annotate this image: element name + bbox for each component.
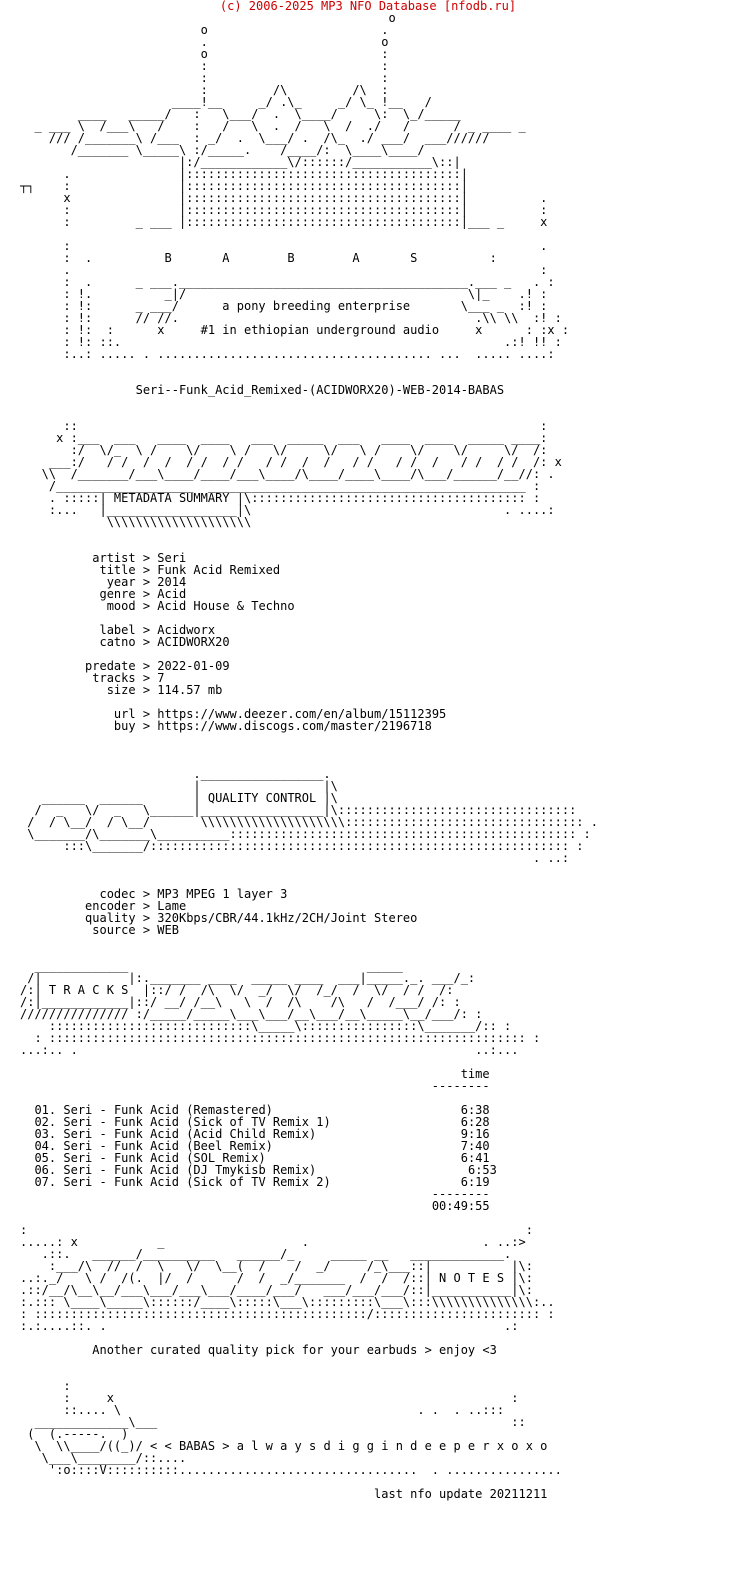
meta-predate: predate > 2022-01-09 [85,659,230,673]
art-line: /// /_______\ /___ : _/ . \___/ . /\_ ./ ___/ ___////// [20,131,490,145]
spacer [20,396,598,408]
art-line: x :___ ___ ____ ____ ___ _____ ___ ____ ____ _____ ____: [20,431,548,445]
art-line: : _ ___ |::::::::::::::::::::::::::::::::::::::|___ _ x [20,215,548,229]
art-line: : !: ::. .:! !! : [20,335,562,349]
art-line: . |::::::::::::::::::::::::::::::::::::::| [20,167,468,181]
qc-codec: codec > MP3 MPEG 1 layer 3 [99,887,288,901]
spacer [20,936,598,948]
genre-value: Acid [157,587,187,601]
art-line: _ ___ \ /___\ / : / \ . / \ / ./ / / _ ____ _ [20,119,526,133]
release-name: Seri--Funk_Acid_Remixed-(ACIDWORX20)-WEB-2014-BABAS [135,383,505,397]
art-line: _____________ _____ [20,959,403,973]
spacer [20,1356,598,1368]
catno-value: ACIDWORX20 [157,635,230,649]
art-line: /:| T R A C K S |::/ / /\ \/ _/ \/ /_/ / \/ / / /: [20,983,454,997]
art-line: :..: ..... . ...................................... ... ..... ....: [20,347,555,361]
art-line: _____________\___ :: [20,1415,526,1429]
track-time: 6:19 [460,1175,490,1189]
track-title: Seri - Funk Acid (Acid Child Remix) [63,1127,317,1141]
art-line: /| |:._______ ____ _____ ____ ___|_____._. ___/_: [20,971,476,985]
copyright-notice: (c) 2006-2025 MP3 NFO Database [nfodb.ru] [219,0,517,13]
mood-value: Acid House & Techno [157,599,295,613]
tracks-label: tracks [92,671,136,685]
year-value: 2014 [157,575,187,589]
meta-genre: genre > Acid [99,587,187,601]
art-line: : . [20,239,548,253]
spacer [20,1368,598,1380]
art-line: /___________________ ____________________________________________ : [20,479,541,493]
footer-update: last nfo update 20211211 [374,1487,548,1501]
meta-tracks: tracks > 7 [92,671,165,685]
track-number: 01. [34,1103,57,1117]
art-line: ____ _____/ : \___/ . \____/ \: \_/_____ [20,107,461,121]
footer-update-line [20,1488,598,1500]
codec-value: MP3 MPEG 1 layer 3 [157,887,288,901]
art-line: : ::::::::::::::::::::::::::::::::::::::::::::::/::::::::::::::::::::::: : [20,1307,555,1321]
art-line: ___:/ / / / / / / / / / / / / / / / / / / / / / /: x [20,455,562,469]
art-line: o : [20,47,389,61]
source-label: source [92,923,136,937]
size-label: size [106,683,136,697]
quality-value: 320Kbps/CBR/44.1kHz/2CH/Joint Stereo [157,911,418,925]
spacer [20,528,598,540]
qc-quality: quality > 320Kbps/CBR/44.1kHz/2CH/Joint Stereo [85,911,418,925]
art-line: : /\ /\ : [20,83,389,97]
meta-size: size > 114.57 mb [106,683,223,697]
art-line: . ..: [20,851,570,865]
art-line: : !: _ ___/ a pony breeding enterprise \___ _ :! : [20,299,548,313]
art-line: o [20,11,396,25]
meta-label: label > Acidworx [99,623,216,637]
art-line: : :::::::::::::::::::::::::::::::::::::::::::::::::::::::::::::::::: : [20,1031,541,1045]
qc-source: source > WEB [92,923,179,937]
art-line: :/ \/_ \ / \/ \ / \/ \/ \ / \/ \/ \/ /: [20,443,548,457]
art-line: . :::::| METADATA SUMMARY |\:::::::::::::::::::::::::::::::::::::: : [20,491,541,505]
group-rank: #1 in ethiopian underground audio [200,323,440,337]
track-time: 6:38 [460,1103,490,1117]
art-line: :.:....::. . .: [20,1319,519,1333]
art-line: : !: : x #1 in ethiopian underground audio x : :x : [20,323,570,337]
notes-header: N O T E S [439,1271,505,1285]
quality-label: quality [85,911,136,925]
footer-slogan: < BABAS > a l w a y s d i g g i n d e e p e r x o x o [164,1439,548,1453]
meta-catno: catno > ACIDWORX20 [99,635,230,649]
track-time: 6:53 [467,1163,497,1177]
art-line: /:|____________|::/ __/ /__\ \ / /\ /\ / /___/ /: : [20,995,461,1009]
track-title: Seri - Funk Acid (Sick of TV Remix 2) [63,1175,331,1189]
meta-url: url > https://www.deezer.com/en/album/15112395 [113,707,447,721]
art-line: .::/__/\__\__/___\___/___\___/____/___/ ___/___/___/::|___________|\: [20,1283,533,1297]
url-label: url [113,707,136,721]
art-line: / _ \/ _ \______|_________________|\::::::::::::::::::::::::::::::::: [20,803,577,817]
track-title: Seri - Funk Acid (SOL Remix) [63,1151,266,1165]
track-number: 02. [34,1115,57,1129]
art-line: ::::::::::::::::::::::::::::\_____\::::::::::::::::\_______/:: : [20,1019,512,1033]
spacer [20,360,598,372]
meta-mood: mood > Acid House & Techno [106,599,295,613]
year-label: year [106,575,136,589]
title-label: title [99,563,136,577]
track-number: 07. [34,1175,57,1189]
art-line: /_______ \_____\ :/_____. /____/: \____\____/ [20,143,425,157]
art-line: : |::::::::::::::::::::::::::::::::::::::| : [20,203,548,217]
tracks-total-row [20,1200,598,1212]
art-line: .::. ______/__________ ______/_ _____ __ _____________. [20,1247,512,1261]
track-number: 06. [34,1163,57,1177]
genre-label: genre [99,587,136,601]
art-line: : : [20,1223,533,1237]
art-line: ::.... \ . . . ..::: [20,1403,505,1417]
artist-value: Seri [157,551,187,565]
nfo-document [20,12,598,1500]
artist-label: artist [92,551,136,565]
art-line: : : [20,59,389,73]
track-title: Seri - Funk Acid (Remastered) [63,1103,273,1117]
meta-title: title > Funk Acid Remixed [99,563,281,577]
art-line: / / \__/ / \__/ \\\\\\\\\\\\\\\\\\\\::::::::::::::::::::::::::::::::: . [20,815,598,829]
buy-label: buy [113,719,136,733]
art-line: x |::::::::::::::::::::::::::::::::::::::| . [20,191,548,205]
release-line [20,384,598,396]
predate-value: 2022-01-09 [157,659,230,673]
art-line: : [20,1379,71,1393]
art-line: o . [20,23,389,37]
group-letters: B A B A S [164,251,418,265]
art-line: :... |__________________|\ . ....: [20,503,555,517]
art-line: : !. _|/ \|_ .! : [20,287,548,301]
art-line: :___/\ // / \ \/ \__( / / _/ /_\___::| |\: [20,1259,533,1273]
encoder-value: Lame [157,899,187,913]
art-line: :: : [20,419,548,433]
mood-label: mood [106,599,136,613]
size-value: 114.57 mb [157,683,223,697]
notes-line [20,1344,598,1356]
tracks-header: T R A C K S [48,983,129,997]
art-line: ____!__ _/ .\_ _/ \_ !__ / [20,95,432,109]
art-line: : . _ ___.________________________________________.___ _ . : [20,275,555,289]
group-tagline: a pony breeding enterprise [222,299,411,313]
track-number: 05. [34,1151,57,1165]
meta-artist: artist > Seri [92,551,187,565]
tracks-value: 7 [157,671,165,685]
label-value: Acidworx [157,623,216,637]
art-line: \_______/\_______\__________:::::::::::::::::::::::::::::::::::::::::::::::: : [20,827,591,841]
art-line: ( (.-----. ) [20,1427,129,1441]
meta-buy: buy > https://www.discogs.com/master/2196718 [113,719,432,733]
tracks-total: 00:49:55 [431,1199,490,1213]
time-header: time [460,1067,490,1081]
track-time: 9:16 [460,1127,490,1141]
metadata-header: METADATA SUMMARY [113,491,230,505]
track-title: Seri - Funk Acid (DJ Tmykisb Remix) [63,1163,317,1177]
spacer [20,744,598,756]
art-line: ┬┐ : |::::::::::::::::::::::::::::::::::::::| [20,179,468,193]
buy-value[interactable]: https://www.discogs.com/master/2196718 [157,719,432,733]
art-line: | |\ [20,779,338,793]
track-title: Seri - Funk Acid (Beel Remix) [63,1139,273,1153]
tracks-divider: -------- [20,1079,490,1093]
art-line: ______ ______ | QUALITY CONTROL |\ [20,791,338,805]
predate-label: predate [85,659,136,673]
title-value: Funk Acid Remixed [157,563,281,577]
art-line: : x : [20,1391,519,1405]
art-line: . : [20,263,548,277]
qc-header: QUALITY CONTROL [207,791,317,805]
track-time: 7:40 [460,1139,490,1153]
track-title: Seri - Funk Acid (Sick of TV Remix 1) [63,1115,331,1129]
label-label: label [99,623,136,637]
footer-slogan-line: \ \\____/((_)/ < < BABAS > a l w a y s d i g g i n d e e p e r x o x o [20,1439,548,1453]
notes-text: Another curated quality pick for your earbuds > enjoy <3 [92,1343,497,1357]
art-line: \___\________/::.... [20,1451,187,1465]
art-line: .....: x _ . . ..:> [20,1235,526,1249]
art-line: ._________________. [20,767,331,781]
track-time: 6:41 [460,1151,490,1165]
source-value: WEB [157,923,179,937]
art-line: : : [20,71,389,85]
art-line: \\\\\\\\\\\\\\\\\\\\ [20,515,252,529]
art-line: . o [20,35,389,49]
track-number: 03. [34,1127,57,1141]
art-line: ':o::::V::::::::::................................. . ................ [20,1463,562,1477]
track-number: 04. [34,1139,57,1153]
art-line: ...:.. . ..:... [20,1043,519,1057]
spacer [20,864,598,876]
art-line: \\ /_______/___\____/____/___\____/\____/____\____/\___/______/__//: . [20,467,555,481]
catno-label: catno [99,635,136,649]
art-line: /////////////// :/_____/_____\___\___/__\___/__\_____\__/___/: : [20,1007,483,1021]
art-line: :::\_______/:::::::::::::::::::::::::::::::::::::::::::::::::::::::::: : [20,839,584,853]
track-time: 6:28 [460,1115,490,1129]
encoder-label: encoder [85,899,136,913]
art-line: |:/____________\/::::::/___________\::| [20,155,461,169]
url-value[interactable]: https://www.deezer.com/en/album/15112395 [157,707,447,721]
tracks-divider: -------- [20,1187,490,1201]
art-line: ..:._/ \ / /(. |/ / / / _/_______ / / /::| N O T E S |\: [20,1271,533,1285]
art-line: : . B A B A S : [20,251,497,265]
art-line: : !: // //. .\\ \\ :! : [20,311,562,325]
art-line: :.::: \____\_____\::::::/____\:::::\___\:::::::::\___\:::\\\\\\\\\\\\\\:.. [20,1295,555,1309]
qc-encoder: encoder > Lame [85,899,187,913]
spacer [20,732,598,744]
meta-year: year > 2014 [106,575,187,589]
codec-label: codec [99,887,136,901]
